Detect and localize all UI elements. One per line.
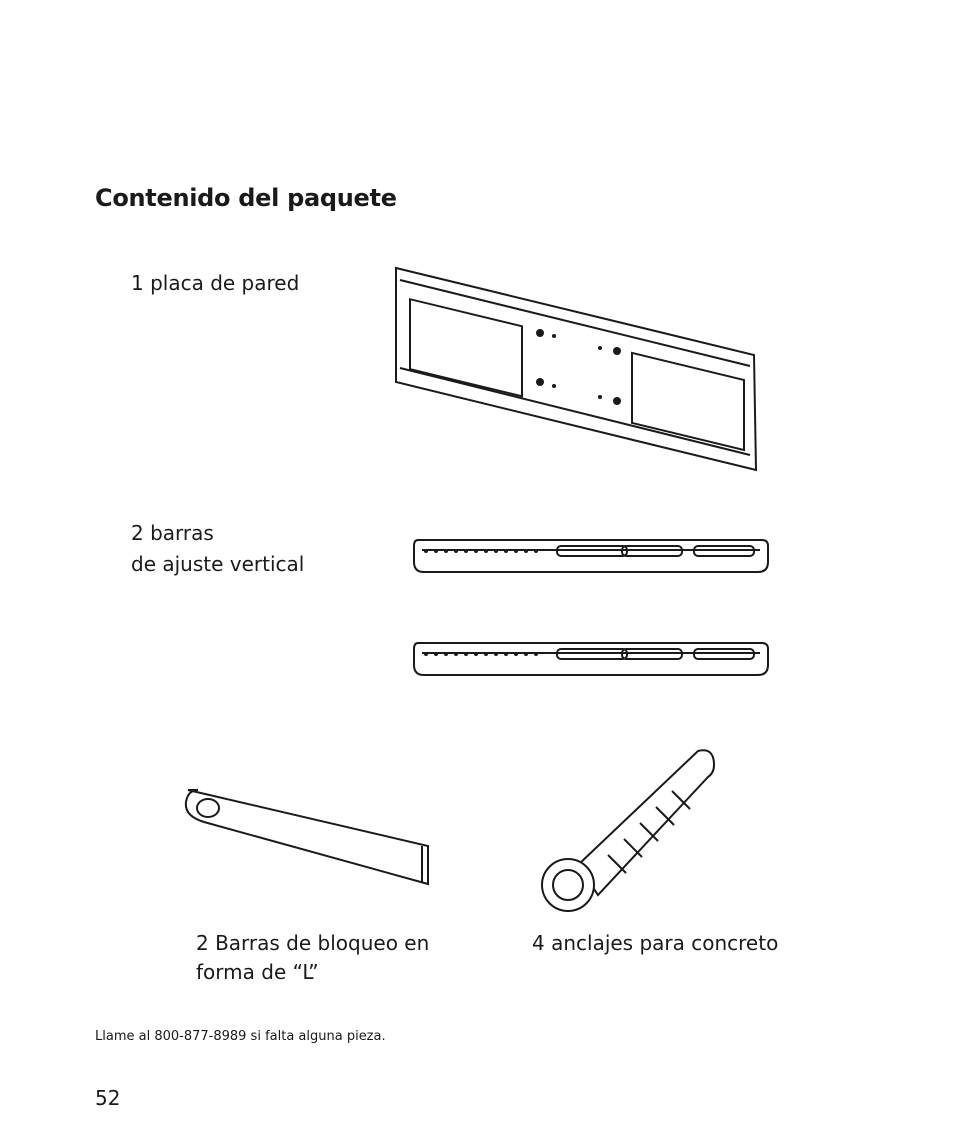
anchor-illustration [538, 745, 728, 925]
wall-plate-label: 1 placa de pared [131, 271, 300, 295]
vertical-bar-illustration-2 [412, 635, 772, 685]
lock-bars-label-line1: 2 Barras de bloqueo en [196, 931, 430, 955]
anchors-label: 4 anclajes para concreto [532, 931, 779, 955]
missing-parts-note: Llame al 800-877-8989 si falta alguna pieza. [95, 1029, 386, 1044]
vertical-bar-illustration-1 [412, 532, 772, 582]
vertical-bars-label-line2: de ajuste vertical [131, 552, 305, 576]
page-number: 52 [95, 1086, 121, 1110]
lock-bars-label-line2: forma de “L” [196, 960, 319, 984]
lock-bar-illustration [180, 780, 440, 890]
page-title: Contenido del paquete [95, 184, 397, 212]
vertical-bars-label-line1: 2 barras [131, 521, 214, 545]
